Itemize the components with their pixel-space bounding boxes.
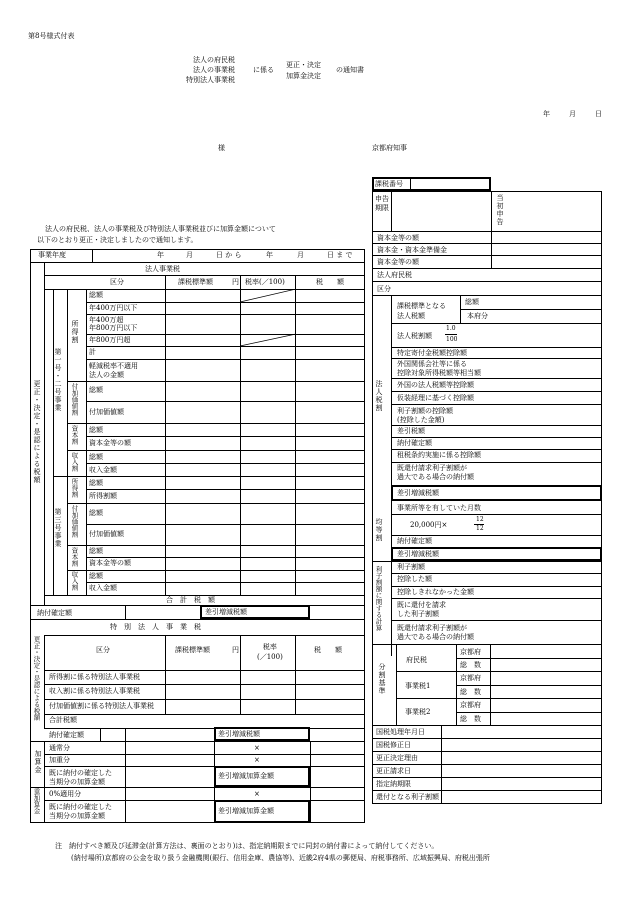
- r-row: 租税条約実施に係る控除額: [397, 451, 481, 459]
- g3-capital-label: 資本割: [70, 547, 79, 567]
- corp-tax-amount: 法人税割額: [397, 332, 432, 340]
- r-row: 納付確定額: [397, 439, 432, 447]
- row-text: 収入金額: [89, 466, 117, 474]
- sp-base: 課税標準額: [175, 646, 210, 654]
- col-base: 課税標準額: [178, 278, 213, 286]
- frac-num: 1.0: [446, 325, 456, 332]
- int-row: 利子割額: [397, 563, 425, 571]
- action-2: 加算金決定: [286, 72, 321, 80]
- date-day: 日: [595, 110, 602, 118]
- footer-note: 注 納付すべき額及び延滞金(計算方法は、裏面のとおり)は、指定納期限までに同封の納付書によって納付してください。: [55, 842, 439, 850]
- int-row: 既還付請求利子割額が 過大である場合の納付額: [397, 624, 474, 641]
- diff-penalty-label: 差引増減加算金額: [218, 772, 274, 780]
- cap-2: 資本金・資本金準備金: [377, 246, 447, 254]
- honten-label: 本府分: [467, 312, 488, 320]
- sp-row: 収入割に係る特別法人事業税: [49, 687, 140, 695]
- b-row: 国税修正日: [376, 741, 411, 749]
- int-row: 控除した額: [397, 575, 432, 583]
- r-row: 既還付請求利子割額が 過大である場合の納付額: [397, 464, 474, 481]
- b-row: 国税処理年月日: [376, 728, 425, 736]
- by-month2: 月: [297, 251, 304, 259]
- sp-total: 合計税額: [49, 716, 77, 724]
- row-text: 付加価値額: [89, 408, 124, 416]
- date-month: 月: [569, 110, 576, 118]
- sp-tax: 税 額: [314, 646, 342, 654]
- row-text: 資本金等の額: [89, 439, 131, 447]
- b-row: 更正請求日: [376, 767, 411, 775]
- row-text: 年400万円以下: [89, 304, 138, 312]
- r-row: 利子割額の控除額 (控除した金額): [397, 407, 453, 424]
- date-year: 年: [543, 110, 550, 118]
- sp-row: 所得割に係る特別法人事業税: [49, 673, 140, 681]
- kinto-payable: 納付確定額: [397, 537, 432, 545]
- diff-tax-label: 差引増減税額: [205, 608, 247, 616]
- row-text: 計: [89, 348, 96, 356]
- right-kubun: 区分: [377, 285, 391, 293]
- already2-label: 既に納付の確定した 当期分の加算金額: [49, 803, 112, 821]
- r-row: 外国の法人税額等控除額: [397, 381, 474, 389]
- r-row: 特定寄付金税額控除額: [397, 349, 467, 357]
- r-row: 差引増減税額: [397, 489, 439, 497]
- split-pref: 府民税: [406, 656, 427, 664]
- int-row: 既に還付を請求 した利子割額: [397, 601, 446, 618]
- business-year-label: 事業年度: [38, 251, 66, 259]
- row-text: 総額: [89, 547, 103, 555]
- by-year1: 年: [157, 251, 164, 259]
- corp-tax-label: 法人税割: [375, 380, 383, 412]
- sp-rate: 税率 (／100): [257, 643, 283, 661]
- governor: 京都府知事: [372, 144, 407, 152]
- row-text: 総額: [89, 509, 103, 517]
- pref-tax: 法人府民税: [377, 271, 412, 279]
- base-label: 課税標準となる 法人税額: [397, 302, 446, 320]
- times-3: ×: [254, 790, 260, 798]
- ni-kakaru: に係る: [253, 66, 274, 74]
- kinto-frac-den: 12: [476, 525, 484, 532]
- kyoto-3: 京都府: [460, 701, 481, 709]
- rate-diagonals: [240, 289, 296, 349]
- sp-row: 付加価値割に係る特別法人事業税: [49, 702, 154, 710]
- kyoto-1: 京都府: [460, 648, 481, 656]
- g3-revenue-label: 収入割: [70, 571, 79, 591]
- penalty-label: 加算金: [34, 750, 42, 774]
- by-from: 日 か ら: [216, 251, 242, 259]
- intro-line-1: 法人の府民税、法人の事業税及び特別法人事業税並びに加算金額について: [45, 225, 276, 233]
- group1-label: 第一号・二号事業: [54, 348, 62, 412]
- capital-label: 資本割: [70, 425, 79, 445]
- count-2: 総 数: [460, 688, 481, 696]
- row-text: 付加価値額: [89, 530, 124, 538]
- tax-number-label: 課税番号: [375, 180, 403, 188]
- g3-income-label: 所得割: [70, 478, 79, 498]
- b-row: 指定納期限: [376, 780, 411, 788]
- by-to: 日 ま で: [327, 251, 353, 259]
- interest-label: 利子割額に関する計算: [374, 566, 383, 631]
- row-text: 年400万超 年800万円以下: [89, 316, 138, 333]
- already-label: 既に納付の確定した 当期分の加算金額: [49, 769, 112, 787]
- g3-addval-label: 付加価値割: [70, 505, 79, 538]
- heavy-label: 加重分: [49, 756, 70, 764]
- row-text: 総額: [89, 453, 103, 461]
- footer-place: (納付場所)京都府の公金を取り扱う金融機関(銀行、信用金庫、農協等)、近畿2府4県の郵便局、府税事務所、広域振興局、府税出張所: [71, 854, 490, 862]
- r-row: 外国関係会社等に係る 控除対象所得税額等相当額: [397, 360, 481, 377]
- period-label: 申告 期限: [375, 195, 389, 213]
- koshin-label: 更正・決定・是認による税額: [33, 380, 41, 484]
- sp-yen: 円: [232, 646, 239, 654]
- rate35-label: 0%適用分: [49, 790, 82, 798]
- row-text: 軽減税率不適用 法人の金額: [89, 362, 138, 380]
- times-1: ×: [254, 744, 260, 752]
- split-label: 分割基準: [378, 663, 386, 695]
- col-kubun: 区分: [110, 278, 124, 286]
- total-tax-label: 合 計 税 額: [166, 596, 215, 604]
- count-3: 総 数: [460, 715, 481, 723]
- by-year2: 年: [266, 251, 273, 259]
- b-row: 更正決定理由: [376, 754, 418, 762]
- form-number: 第8号様式付表: [28, 32, 75, 40]
- row-text: 総額: [89, 479, 103, 487]
- enterprise-tax-title: 法人事業税: [145, 265, 180, 273]
- b-row: 還付となる利子割額: [376, 793, 439, 801]
- heavy-penalty-label: 重加算金: [32, 788, 41, 814]
- count-1: 総 数: [460, 661, 481, 669]
- sp-payable: 納付確定額: [49, 731, 84, 739]
- income-label: 所得割: [71, 320, 79, 344]
- total-label: 総額: [465, 298, 479, 306]
- action-1: 更正・決定: [286, 61, 321, 69]
- cap-3: 資本金等の額: [377, 258, 419, 266]
- tax-type-1: 法人の府民税: [193, 56, 235, 64]
- row-text: 総額: [89, 572, 103, 580]
- normal-label: 通常分: [49, 744, 70, 752]
- row-text: 年800万円超: [89, 336, 131, 344]
- int-row: 控除しきれなかった金額: [397, 588, 474, 596]
- tax-type-2: 法人の事業税: [193, 66, 235, 74]
- row-text: 収入金額: [89, 584, 117, 592]
- split-biz2: 事業税2: [405, 708, 431, 716]
- row-text: 総額: [89, 426, 103, 434]
- months-label: 事業所等を有していた月数: [397, 504, 481, 512]
- r-row: 仮装経理に基づく控除額: [397, 394, 474, 402]
- sp-diff-label: 差引増減税額: [218, 730, 260, 738]
- special-title: 特 別 法 人 事 業 税: [110, 623, 201, 631]
- times-2: ×: [254, 756, 260, 764]
- current-report-label: 当初申告: [496, 194, 504, 226]
- notice-label: の通知書: [336, 66, 364, 74]
- payable-label: 納付確定額: [37, 609, 72, 617]
- row-text: 所得割額: [89, 492, 117, 500]
- intro-line-2: 以下のとおり更正・決定しましたので通知します。: [37, 236, 198, 244]
- kinto-frac-num: 12: [476, 516, 484, 523]
- kinto-label: 均等割: [375, 518, 383, 542]
- addval-label: 付加価値割: [70, 383, 79, 416]
- col-tax: 税 額: [316, 278, 344, 286]
- split-biz1: 事業税1: [405, 682, 431, 690]
- col-rate: 税率(／100): [245, 278, 285, 286]
- frac-den: 100: [446, 336, 458, 343]
- sp-kubun: 区分: [96, 646, 110, 654]
- col-yen: 円: [232, 278, 239, 286]
- diff-penalty2-label: 差引増減加算金額: [218, 807, 274, 815]
- r-row: 差引税額: [397, 427, 425, 435]
- row-text: 総額: [89, 386, 103, 394]
- kinto-diff: 差引増減税額: [397, 550, 439, 558]
- sp-koshin-label: 更正・決定・是認による税額: [32, 636, 41, 721]
- row-text: 総額: [89, 291, 103, 299]
- group3-label: 第三号事業: [54, 508, 62, 548]
- row-text: 資本金等の額: [89, 559, 131, 567]
- by-month1: 月: [186, 251, 193, 259]
- revenue-label: 収入割: [70, 452, 79, 472]
- addressee-sama: 様: [218, 144, 225, 152]
- kinto-amount: 20,000円×: [410, 521, 448, 529]
- cap-1: 資本金等の額: [377, 234, 419, 242]
- tax-type-3: 特別法人事業税: [186, 76, 235, 84]
- kyoto-2: 京都府: [460, 674, 481, 682]
